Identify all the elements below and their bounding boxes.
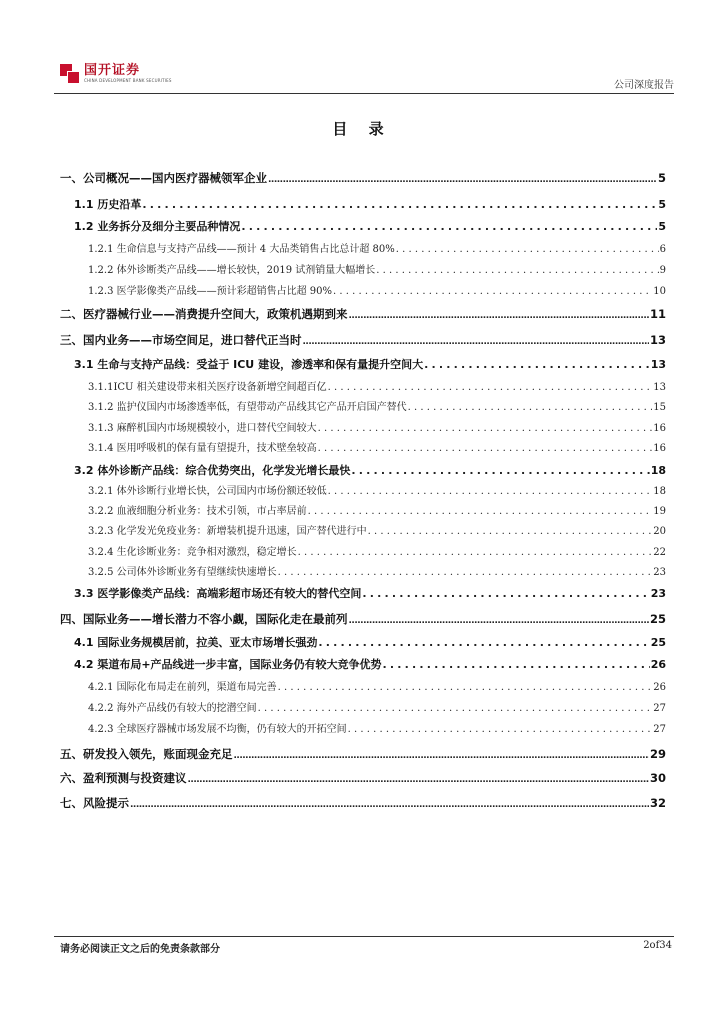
toc-entry-level-3[interactable] [60, 678, 666, 693]
toc-dot-leader [396, 244, 659, 255]
toc-page-number: 6 [659, 244, 666, 255]
toc-entry-level-3[interactable] [60, 419, 666, 434]
logo-mark-icon [60, 64, 80, 84]
toc-entry-level-3[interactable] [60, 398, 666, 413]
toc-dot-leader [328, 382, 653, 393]
toc-entry-text: 3.2.3 化学发光免疫业务：新增装机提升迅速，国产替代进行中 [88, 526, 367, 537]
toc-entry-level-1[interactable] [60, 306, 666, 322]
toc-dot-leader [408, 402, 653, 413]
toc-entry-level-1[interactable] [60, 611, 666, 627]
toc-dot-leader [348, 724, 653, 735]
logo-name: 国开证券 [84, 63, 141, 78]
toc-dot-leader [383, 658, 650, 671]
toc-page-number: 25 [650, 636, 666, 649]
toc-page-number: 5 [657, 171, 666, 185]
toc-entry-level-3[interactable] [60, 482, 666, 497]
toc-entry-level-1[interactable] [60, 332, 666, 348]
toc-page-number: 30 [649, 771, 666, 785]
toc-page-number: 19 [653, 506, 666, 517]
toc-entry-text: 六、盈利预测与投资建议 [60, 771, 187, 785]
toc-page-number: 26 [650, 658, 666, 671]
toc-dot-leader [303, 337, 649, 347]
toc-entry-text: 五、研发投入领先，账面现金充足 [60, 747, 233, 761]
toc-dot-leader [328, 486, 653, 497]
report-type-label: 公司深度报告 [614, 80, 674, 91]
toc-dot-leader [318, 423, 653, 434]
toc-entry-text: 3.1.2 监护仪国内市场渗透率低，有望带动产品线其它产品开启国产替代 [88, 402, 407, 413]
toc-entry-text: 1.2.3 医学影像类产品线——预计彩超销售占比超 90% [88, 286, 333, 297]
toc-dot-leader [318, 443, 653, 454]
toc-entry-text: 3.3 医学影像类产品线：高端彩超市场还有较大的替代空间 [74, 587, 362, 600]
footer-divider [54, 936, 674, 937]
toc-entry-text: 3.1.4 医用呼吸机的保有量有望提升，技术壁垒较高 [88, 443, 317, 454]
toc-entry-level-3[interactable] [60, 261, 666, 276]
page-header [54, 64, 674, 94]
toc-dot-leader [424, 358, 650, 371]
toc-dot-leader [278, 682, 653, 693]
toc-entry-level-2[interactable] [60, 656, 666, 672]
toc-entry-level-3[interactable] [60, 439, 666, 454]
toc-entry-text: 1.2.2 体外诊断类产品线——增长较快，2019 试剂销量大幅增长 [88, 265, 376, 276]
toc-page-number: 18 [650, 464, 666, 477]
toc-entry-text: 1.2.1 生命信息与支持产品线——预计 4 大品类销售占比总计超 80% [88, 244, 395, 255]
toc-page-number: 26 [653, 682, 666, 693]
toc-dot-leader [234, 751, 649, 761]
toc-dot-leader [258, 703, 653, 714]
toc-page-number: 15 [653, 402, 666, 413]
company-logo [60, 64, 172, 84]
toc-dot-leader [188, 775, 649, 785]
toc-page-number: 25 [649, 612, 666, 626]
toc-entry-level-3[interactable] [60, 522, 666, 537]
toc-entry-level-1[interactable] [60, 746, 666, 762]
toc-page-number: 27 [653, 703, 666, 714]
toc-entry-text: 4.2.3 全球医疗器械市场发展不均衡，仍有较大的开拓空间 [88, 724, 347, 735]
toc-entry-text: 4.2.1 国际化布局走在前列，渠道布局完善 [88, 682, 277, 693]
toc-entry-level-2[interactable] [60, 585, 666, 601]
toc-page-number: 32 [649, 796, 666, 810]
toc-entry-text: 4.1 国际业务规模居前，拉美、亚太市场增长强劲 [74, 636, 318, 649]
toc-entry-text: 3.2.1 体外诊断行业增长快，公司国内市场份额还较低 [88, 486, 327, 497]
toc-entry-level-3[interactable] [60, 240, 666, 255]
toc-entry-level-3[interactable] [60, 543, 666, 558]
toc-entry-level-3[interactable] [60, 699, 666, 714]
toc-entry-text: 1.2 业务拆分及细分主要品种情况 [74, 220, 241, 233]
toc-dot-leader [308, 506, 653, 517]
toc-page-number: 13 [653, 382, 666, 393]
toc-page-number: 5 [658, 220, 666, 233]
toc-dot-leader [376, 265, 658, 276]
toc-page-number: 10 [653, 286, 666, 297]
toc-entry-text: 三、国内业务——市场空间足，进口替代正当时 [60, 333, 302, 347]
footer-disclaimer: 请务必阅读正文之后的免责条款部分 [60, 944, 220, 955]
toc-dot-leader [349, 311, 649, 321]
toc-entry-text: 二、医疗器械行业——消费提升空间大，政策机遇期到来 [60, 307, 348, 321]
toc-entry-level-1[interactable] [60, 770, 666, 786]
toc-page-number: 20 [653, 526, 666, 537]
toc-entry-level-2[interactable] [60, 218, 666, 234]
toc-title: 目 录 [332, 120, 392, 138]
toc-entry-level-2[interactable] [60, 634, 666, 650]
toc-entry-text: 4.2 渠道布局+产品线进一步丰富，国际业务仍有较大竞争优势 [74, 658, 382, 671]
toc-entry-level-3[interactable] [60, 378, 666, 393]
toc-entry-text: 3.2.4 生化诊断业务：竞争相对激烈，稳定增长 [88, 547, 297, 558]
toc-dot-leader [142, 198, 657, 211]
logo-english-name: CHINA DEVELOPMENT BANK SECURITIES [84, 78, 172, 83]
toc-page-number: 13 [650, 358, 666, 371]
toc-entry-level-3[interactable] [60, 563, 666, 578]
toc-dot-leader [368, 526, 653, 537]
toc-dot-leader [362, 587, 649, 600]
toc-page-number: 9 [659, 265, 666, 276]
toc-entry-level-1[interactable] [60, 170, 666, 186]
toc-entry-level-3[interactable] [60, 720, 666, 735]
toc-dot-leader [241, 220, 657, 233]
toc-dot-leader [349, 616, 649, 626]
toc-entry-text: 四、国际业务——增长潜力不容小觑，国际化走在最前列 [60, 612, 348, 626]
toc-entry-text: 4.2.2 海外产品线仍有较大的挖潜空间 [88, 703, 257, 714]
toc-entry-level-1[interactable] [60, 795, 666, 811]
toc-page-number: 11 [649, 307, 666, 321]
footer-page-number: 2of34 [643, 940, 672, 951]
toc-page-number: 23 [653, 567, 666, 578]
toc-entry-level-2[interactable] [60, 462, 666, 478]
toc-entry-level-3[interactable] [60, 282, 666, 297]
toc-page-number: 29 [649, 747, 666, 761]
toc-page-number: 13 [649, 333, 666, 347]
toc-dot-leader [333, 286, 652, 297]
toc-entry-text: 3.2.5 公司体外诊断业务有望继续快速增长 [88, 567, 277, 578]
toc-page-number: 16 [653, 443, 666, 454]
toc-dot-leader [351, 464, 649, 477]
toc-page-number: 16 [653, 423, 666, 434]
toc-dot-leader [278, 567, 653, 578]
toc-entry-text: 3.1 生命与支持产品线：受益于 ICU 建设，渗透率和保有量提升空间大 [74, 358, 424, 371]
toc-page-number: 23 [650, 587, 666, 600]
toc-dot-leader [318, 636, 649, 649]
toc-page-number: 22 [653, 547, 666, 558]
toc-dot-leader [298, 547, 653, 558]
toc-entry-text: 一、公司概况——国内医疗器械领军企业 [60, 171, 267, 185]
header-divider [54, 93, 674, 94]
toc-entry-text: 3.2 体外诊断产品线：综合优势突出，化学发光增长最快 [74, 464, 351, 477]
toc-dot-leader [130, 800, 649, 810]
toc-page-number: 27 [653, 724, 666, 735]
toc-page-number: 5 [658, 198, 666, 211]
toc-entry-text: 3.1.3 麻醉机国内市场规模较小，进口替代空间较大 [88, 423, 317, 434]
toc-dot-leader [268, 175, 657, 185]
toc-entry-text: 3.2.2 血液细胞分析业务：技术引领，市占率居前 [88, 506, 307, 517]
toc-entry-level-2[interactable] [60, 356, 666, 372]
toc-entry-text: 七、风险提示 [60, 796, 129, 810]
toc-entry-level-3[interactable] [60, 502, 666, 517]
toc-entry-text: 1.1 历史沿革 [74, 198, 142, 211]
toc-entry-level-2[interactable] [60, 196, 666, 212]
toc-page-number: 18 [653, 486, 666, 497]
toc-entry-text: 3.1.1ICU 相关建设带来相关医疗设备新增空间超百亿 [88, 382, 327, 393]
